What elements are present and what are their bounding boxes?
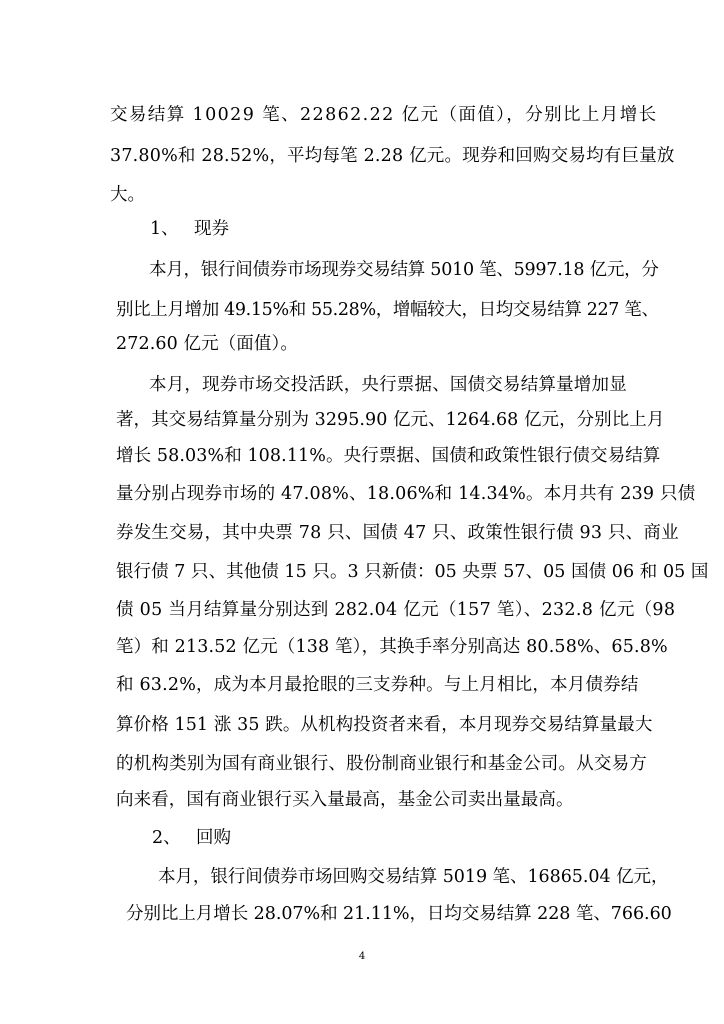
paragraph-line: 本月，银行间债券市场现券交易结算 5010 笔、5997.18 亿元，分: [149, 260, 659, 280]
paragraph-line: 本月，现券市场交投活跃，央行票据、国债交易结算量增加显: [149, 375, 627, 395]
paragraph-line: 债 05 当月结算量分别达到 282.04 亿元（157 笔）、232.8 亿元（98: [116, 600, 676, 620]
paragraph-line: 本月，银行间债券市场回购交易结算 5019 笔、16865.04 亿元，: [158, 867, 669, 887]
page-number: 4: [358, 951, 366, 962]
section-heading-repo: [152, 827, 231, 849]
section-title: 现券: [194, 219, 229, 239]
intro-line-3: 大。: [110, 185, 145, 205]
paragraph-line: 272.60 亿元（面值）。: [116, 334, 298, 354]
paragraph-line: 券发生交易，其中央票 78 只、国债 47 只、政策性银行债 93 只、商业: [116, 523, 679, 543]
paragraph-line: 向来看，国有商业银行买入量最高，基金公司卖出量最高。: [116, 790, 574, 810]
section-heading-spot-bonds: [150, 218, 229, 240]
paragraph-line: 和 63.2%，成为本月最抢眼的三支券种。与上月相比，本月债券结: [116, 675, 639, 695]
intro-line-1: 交易结算 10029 笔、22862.22 亿元（面值），分别比上月增长: [110, 105, 658, 125]
paragraph-line: 分别比上月增长 28.07%和 21.11%，日均交易结算 228 笔、766.60: [126, 904, 672, 924]
section-number: 1、: [150, 219, 179, 239]
paragraph-line: 笔）和 213.52 亿元（138 笔），其换手率分别高达 80.58%、65.8%: [116, 637, 668, 657]
intro-line-2: 37.80%和 28.52%，平均每笔 2.28 亿元。现券和回购交易均有巨量放: [110, 146, 675, 166]
paragraph-line: 的机构类别为国有商业银行、股份制商业银行和基金公司。从交易方: [116, 754, 647, 774]
paragraph-line: 著，其交易结算量分别为 3295.90 亿元、1264.68 亿元，分别比上月: [116, 410, 665, 430]
paragraph-line: 算价格 151 涨 35 跌。从机构投资者来看，本月现券交易结算量最大: [116, 715, 653, 735]
section-number: 2、: [152, 828, 181, 848]
section-title: 回购: [196, 828, 231, 848]
paragraph-line: 银行债 7 只、其他债 15 只。3 只新债：05 央票 57、05 国债 06 和 05 国: [116, 562, 709, 582]
paragraph-line: 增长 58.03%和 108.11%。央行票据、国债和政策性银行债交易结算: [116, 446, 661, 466]
paragraph-line: 别比上月增加 49.15%和 55.28%，增幅较大，日均交易结算 227 笔、: [116, 300, 659, 320]
paragraph-line: 量分别占现券市场的 47.08%、18.06%和 14.34%。本月共有 239 只债: [116, 484, 696, 504]
